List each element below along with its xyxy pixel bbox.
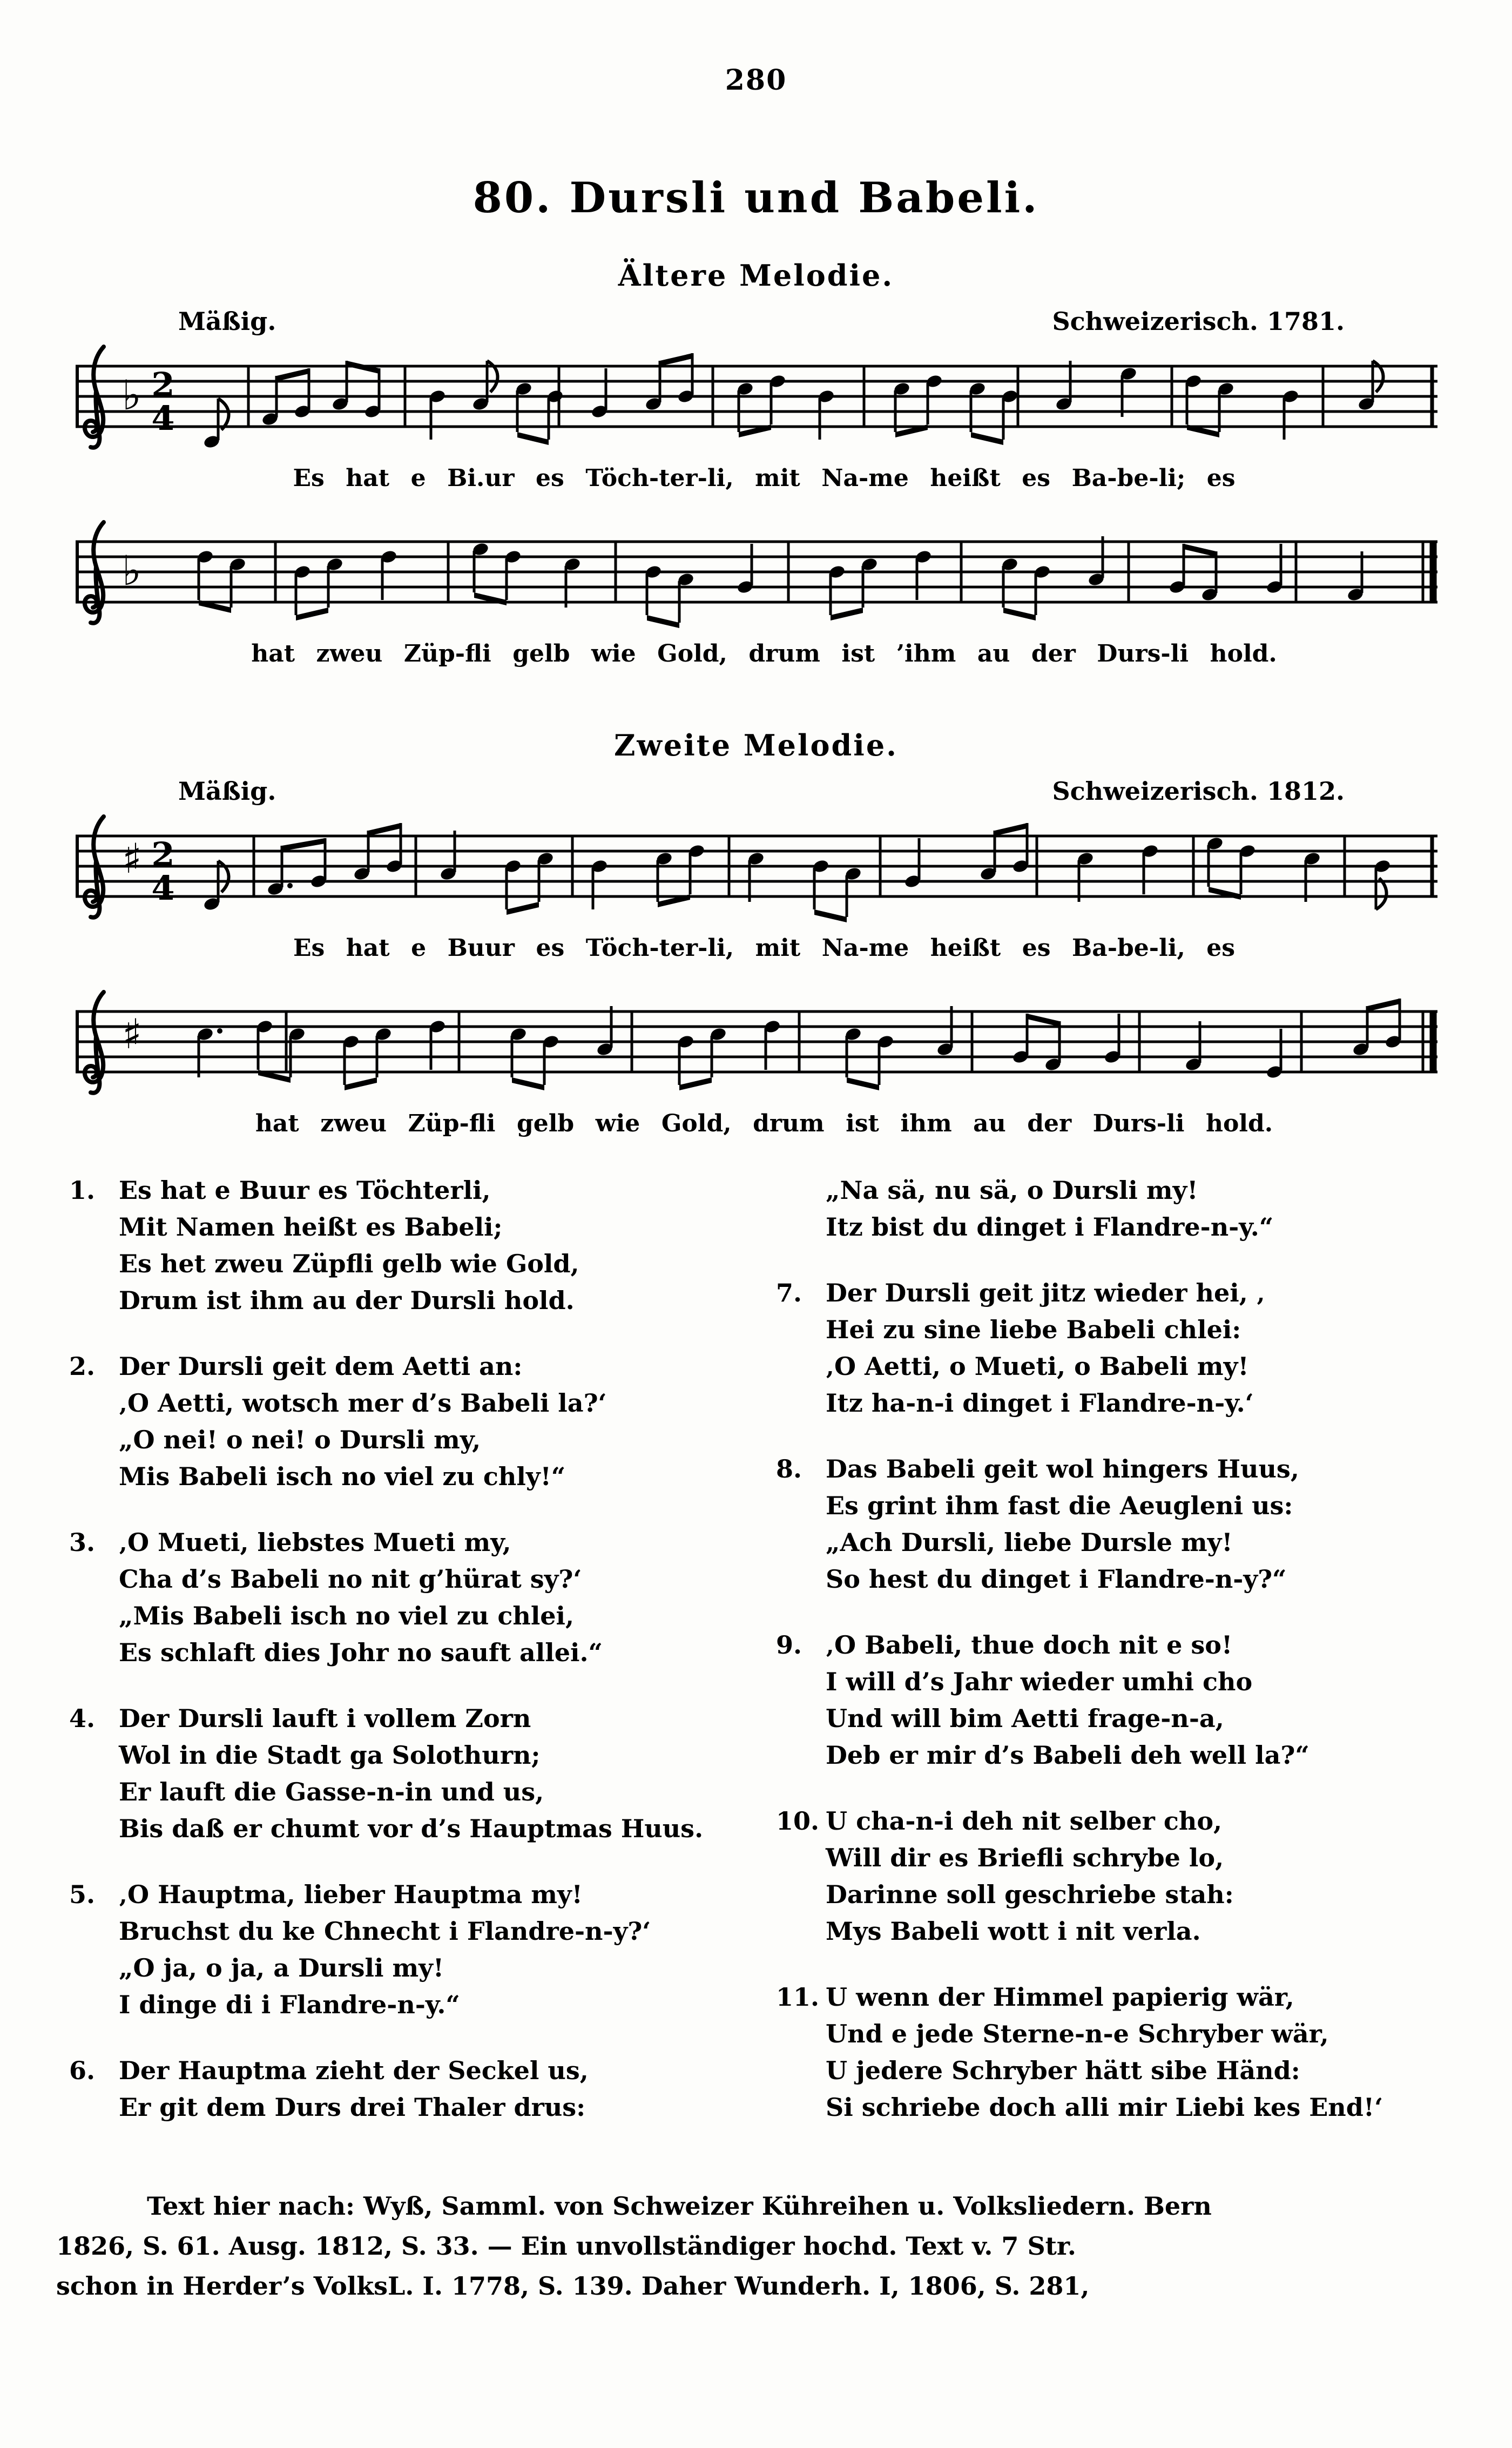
verse-line: Es schlaft dies Johr no sauft allei.“ bbox=[119, 1638, 603, 1667]
verse-line: Drum ist ihm au der Dursli hold. bbox=[119, 1286, 575, 1315]
verse-line: Bruchst du ke Chnecht i Flandre-n-y?‘ bbox=[119, 1917, 651, 1946]
time-signature-bottom: 4 bbox=[151, 399, 175, 438]
verse-number: 4. bbox=[69, 1704, 96, 1733]
melody2-tempo-row bbox=[0, 777, 1512, 806]
time-signature-top: 2 bbox=[151, 365, 175, 404]
verse-line: U wenn der Himmel papierig wär, bbox=[826, 1982, 1294, 2012]
verse-line: Und will bim Aetti frage-n-a, bbox=[826, 1704, 1224, 1733]
verse-number: 10. bbox=[776, 1806, 820, 1836]
verse-line: „Mis Babeli isch no viel zu chlei, bbox=[119, 1601, 575, 1630]
verse-line: Will dir es Briefli schrybe lo, bbox=[826, 1843, 1224, 1872]
melody1-source-attribution: Schweizerisch. 1781. bbox=[1052, 307, 1345, 336]
footnote bbox=[0, 2186, 1512, 2306]
verses-right-column bbox=[776, 1172, 1448, 2155]
key-signature-sharp: ♯ bbox=[122, 834, 142, 882]
verse-4 bbox=[69, 1700, 741, 1847]
key-signature-flat: ♭ bbox=[122, 547, 141, 595]
verse-line: „O nei! o nei! o Dursli my, bbox=[119, 1425, 481, 1454]
verse-line: Cha d’s Babeli no nit g’hürat sy?‘ bbox=[119, 1564, 582, 1594]
verse-9 bbox=[776, 1627, 1448, 1773]
footnote-line: Text hier nach: Wyß, Samml. von Schweizer Kühreihen u. Volksliedern. Bern bbox=[147, 2191, 1212, 2221]
verse-line: Er git dem Durs drei Thaler drus: bbox=[119, 2093, 586, 2122]
verse-number bbox=[776, 1172, 826, 1245]
verse-line: ‚O Mueti, liebstes Mueti my, bbox=[119, 1528, 511, 1557]
music-staff-melody2-line2 bbox=[70, 984, 1442, 1109]
verse-number: 7. bbox=[776, 1278, 802, 1307]
staff-lyrics-line1: Es hat e Bi.ur es Töch-ter-li, mit Na-me heißt es Ba-be-li; es bbox=[293, 464, 1236, 492]
verse-number: 5. bbox=[69, 1880, 96, 1909]
footnote-line: schon in Herder’s VolksL. I. 1778, S. 139. Daher Wunderh. I, 1806, S. 281, bbox=[56, 2271, 1090, 2301]
verse-8 bbox=[776, 1451, 1448, 1597]
verse-line: Mit Namen heißt es Babeli; bbox=[119, 1212, 503, 1242]
verse-line: So hest du dinget i Flandre-n-y?“ bbox=[826, 1564, 1287, 1594]
verse-line: Itz bist du dinget i Flandre-n-y.“ bbox=[826, 1212, 1274, 1242]
verse-line: I dinge di i Flandre-n-y.“ bbox=[119, 1990, 460, 2019]
verse-line: I will d’s Jahr wieder umhi cho bbox=[826, 1667, 1253, 1696]
verse-number: 8. bbox=[776, 1454, 802, 1483]
verse-line: Der Dursli geit dem Aetti an: bbox=[119, 1352, 523, 1381]
verse-line: Es hat e Buur es Töchterli, bbox=[119, 1176, 491, 1205]
verse-line: ‚O Aetti, wotsch mer d’s Babeli la?‘ bbox=[119, 1388, 607, 1418]
verse-number: 9. bbox=[776, 1630, 802, 1660]
verse-6 bbox=[69, 2052, 741, 2126]
footnote-line: 1826, S. 61. Ausg. 1812, S. 33. — Ein unvollständiger hochd. Text v. 7 Str. bbox=[56, 2231, 1076, 2261]
song-title: 80. Dursli und Babeli. bbox=[473, 173, 1040, 222]
melody1-heading: Ältere Melodie. bbox=[618, 258, 894, 293]
music-staff-melody1-line1 bbox=[70, 339, 1442, 463]
verse-line: Wol in die Stadt ga Solothurn; bbox=[119, 1741, 541, 1770]
verse-line: U cha-n-i deh nit selber cho, bbox=[826, 1806, 1223, 1836]
verse-line: „Na sä, nu sä, o Dursli my! bbox=[826, 1176, 1198, 1205]
verse-line: ‚O Hauptma, lieber Hauptma my! bbox=[119, 1880, 583, 1909]
verse-11 bbox=[776, 1979, 1448, 2126]
verse-line: Hei zu sine liebe Babeli chlei: bbox=[826, 1315, 1241, 1344]
melody2-source-attribution: Schweizerisch. 1812. bbox=[1052, 777, 1345, 806]
time-signature-bottom: 4 bbox=[151, 868, 175, 908]
verse-1 bbox=[69, 1172, 741, 1319]
verse-number: 1. bbox=[69, 1176, 96, 1205]
verses-left-column bbox=[69, 1172, 741, 2155]
music-staff-melody1-line2 bbox=[70, 515, 1442, 639]
verse-10 bbox=[776, 1803, 1448, 1950]
verse-line: Es het zweu Züpfli gelb wie Gold, bbox=[119, 1249, 579, 1278]
key-signature-sharp: ♯ bbox=[122, 1010, 142, 1058]
verse-line: Er lauft die Gasse-n-in und us, bbox=[119, 1777, 544, 1806]
verse-6-continuation bbox=[776, 1172, 1448, 1245]
time-signature-top: 2 bbox=[151, 835, 175, 874]
page-number: 280 bbox=[725, 64, 787, 97]
verse-line: Deb er mir d’s Babeli deh well la?“ bbox=[826, 1741, 1310, 1770]
verse-line: U jedere Schryber hätt sibe Händ: bbox=[826, 2056, 1300, 2085]
verse-line: Mys Babeli wott i nit verla. bbox=[826, 1917, 1201, 1946]
verses-section bbox=[0, 1172, 1512, 2155]
verse-line: Der Hauptma zieht der Seckel us, bbox=[119, 2056, 589, 2085]
staff-lyrics-line2: hat zweu Züp-fli gelb wie Gold, drum ist ’ihm au der Durs-li hold. bbox=[251, 640, 1277, 667]
verse-7 bbox=[776, 1274, 1448, 1421]
verse-line: Der Dursli geit jitz wieder hei, ‚ bbox=[826, 1278, 1265, 1307]
melody1-tempo-row bbox=[0, 307, 1512, 336]
verse-line: Darinne soll geschriebe stah: bbox=[826, 1880, 1234, 1909]
melody1-tempo-marking: Mäßig. bbox=[178, 307, 276, 336]
verse-number: 6. bbox=[69, 2056, 96, 2085]
verse-3 bbox=[69, 1524, 741, 1671]
verse-line: Bis daß er chumt vor d’s Hauptmas Huus. bbox=[119, 1814, 704, 1843]
verse-line: Mis Babeli isch no viel zu chly!“ bbox=[119, 1462, 566, 1491]
verse-line: ‚O Babeli, thue doch nit e so! bbox=[826, 1630, 1233, 1660]
verse-number: 3. bbox=[69, 1528, 96, 1557]
verse-number: 11. bbox=[776, 1982, 820, 2012]
melody2-heading: Zweite Melodie. bbox=[614, 728, 898, 763]
verse-number: 2. bbox=[69, 1352, 96, 1381]
staff-lyrics-line4: hat zweu Züp-fli gelb wie Gold, drum ist ihm au der Durs-li hold. bbox=[255, 1110, 1273, 1137]
verse-line: Und e jede Sterne-n-e Schryber wär, bbox=[826, 2019, 1329, 2048]
verse-2 bbox=[69, 1348, 741, 1495]
verse-line: Si schriebe doch alli mir Liebi kes End!‘ bbox=[826, 2093, 1383, 2122]
melody2-tempo-marking: Mäßig. bbox=[178, 777, 276, 806]
music-staff-melody2-line1 bbox=[70, 809, 1442, 933]
verse-line: Das Babeli geit wol hingers Huus, bbox=[826, 1454, 1299, 1483]
verse-line: Es grint ihm fast die Aeugleni us: bbox=[826, 1491, 1293, 1520]
verse-line: „O ja, o ja, a Dursli my! bbox=[119, 1953, 444, 1982]
verse-line: Der Dursli lauft i vollem Zorn bbox=[119, 1704, 531, 1733]
staff-lyrics-line3: Es hat e Buur es Töch-ter-li, mit Na-me heißt es Ba-be-li, es bbox=[293, 934, 1236, 962]
verse-line: „Ach Dursli, liebe Dursle my! bbox=[826, 1528, 1233, 1557]
verse-5 bbox=[69, 1876, 741, 2023]
verse-line: Itz ha-n-i dinget i Flandre-n-y.‘ bbox=[826, 1388, 1254, 1418]
verse-line: ‚O Aetti, o Mueti, o Babeli my! bbox=[826, 1352, 1249, 1381]
key-signature-flat: ♭ bbox=[122, 371, 141, 419]
